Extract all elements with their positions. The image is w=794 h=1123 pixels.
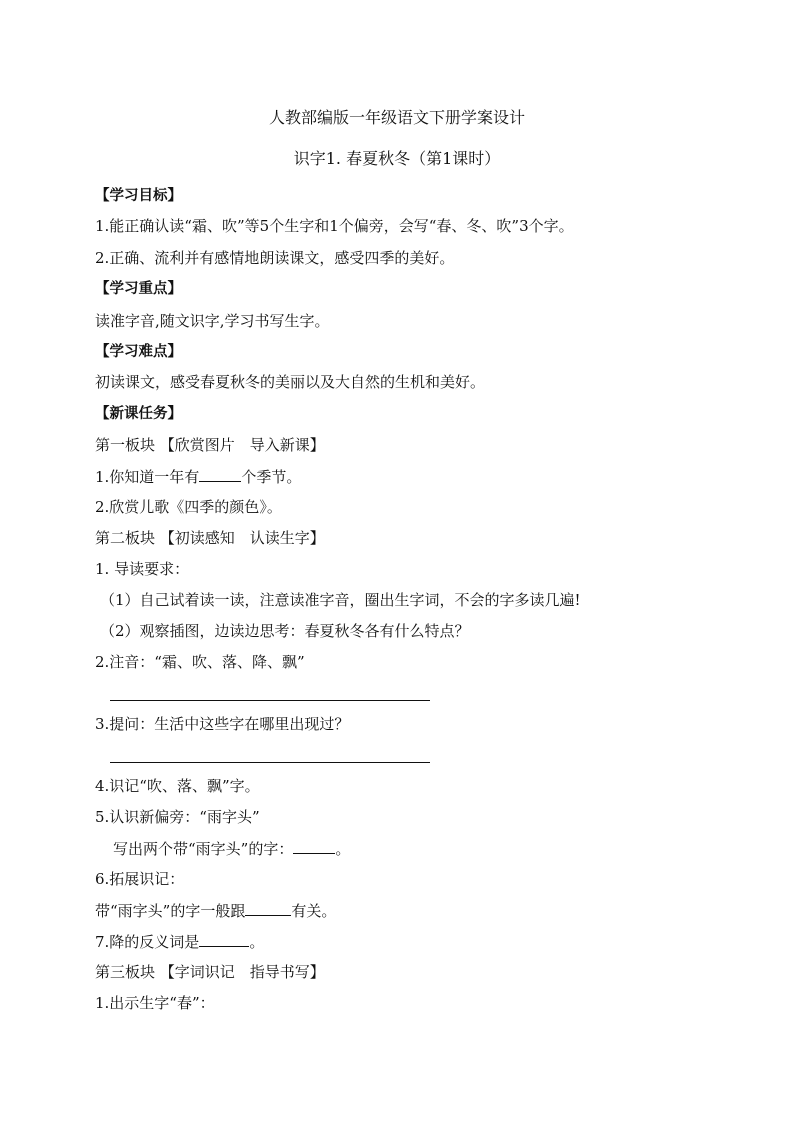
key-points-heading: 【学习重点】 [95, 281, 182, 297]
objective-item-2: 2.正确、流利并有感情地朗读课文，感受四季的美好。 [95, 249, 455, 267]
block1-question-1-suffix: 个季节。 [241, 468, 302, 486]
block2-question-5-sub-text: 写出两个带“雨字头”的字： [113, 840, 294, 858]
block3-question-1: 1.出示生字“春”： [95, 994, 215, 1012]
key-points-text: 读准字音,随文识字,学习书写生字。 [95, 312, 330, 330]
block2-question-5: 5.认识新偏旁：“雨字头” [95, 808, 260, 826]
difficulties-text: 初读课文，感受春夏秋冬的美丽以及大自然的生机和美好。 [95, 373, 486, 391]
fill-blank[interactable] [293, 838, 335, 854]
block2-question-1: 1. 导读要求： [95, 560, 190, 578]
lesson-subtitle: 识字1. 春夏秋冬（第1课时） [293, 149, 501, 168]
block2-question-6-sub-text: 带“雨字头”的字一般跟 [95, 902, 246, 920]
block2-question-2: 2.注音：“霜、吹、落、降、飘” [95, 653, 305, 671]
block2-question-4: 4.识记“吹、落、飘”字。 [95, 777, 260, 795]
fill-blank[interactable] [245, 900, 291, 916]
block1-question-1 [95, 466, 301, 486]
block3-title: 第三板块 【字词识记 指导书写】 [95, 963, 325, 981]
block2-question-7-suffix: 。 [249, 933, 265, 951]
objective-item-1: 1.能正确认读“霜、吹”等5个生字和1个偏旁，会写“春、冬、吹”3个字。 [95, 217, 574, 235]
block2-question-5-sub-suffix: 。 [335, 840, 351, 858]
block2-question-6-sub [95, 900, 336, 920]
block2-question-7-text: 7.降的反义词是 [95, 933, 200, 951]
block2-question-5-sub [113, 838, 350, 858]
block2-question-6: 6.拓展识记： [95, 870, 185, 888]
objectives-heading: 【学习目标】 [95, 188, 182, 204]
block2-question-1b: （2）观察插图，边读边思考：春夏秋冬各有什么特点？ [100, 622, 470, 640]
difficulties-heading: 【学习难点】 [95, 344, 182, 360]
block2-question-1a: （1）自己试着读一读，注意读准字音，圈出生字词，不会的字多读几遍! [100, 591, 581, 609]
block2-question-3: 3.提问：生活中这些字在哪里出现过？ [95, 715, 350, 733]
block1-question-1-text: 1.你知道一年有 [95, 468, 200, 486]
fill-blank[interactable] [199, 931, 249, 947]
answer-line[interactable] [110, 700, 430, 701]
block1-title: 第一板块 【欣赏图片 导入新课】 [95, 436, 325, 454]
answer-line[interactable] [110, 762, 430, 763]
block2-question-7 [95, 931, 264, 951]
block2-question-6-sub-suffix: 有关。 [291, 902, 337, 920]
block2-title: 第二板块 【初读感知 认读生字】 [95, 529, 325, 547]
document-title: 人教部编版一年级语文下册学案设计 [268, 108, 525, 127]
fill-blank[interactable] [199, 466, 241, 482]
block1-question-2: 2.欣赏儿歌《四季的颜色》。 [95, 498, 282, 516]
new-task-heading: 【新课任务】 [95, 406, 182, 422]
